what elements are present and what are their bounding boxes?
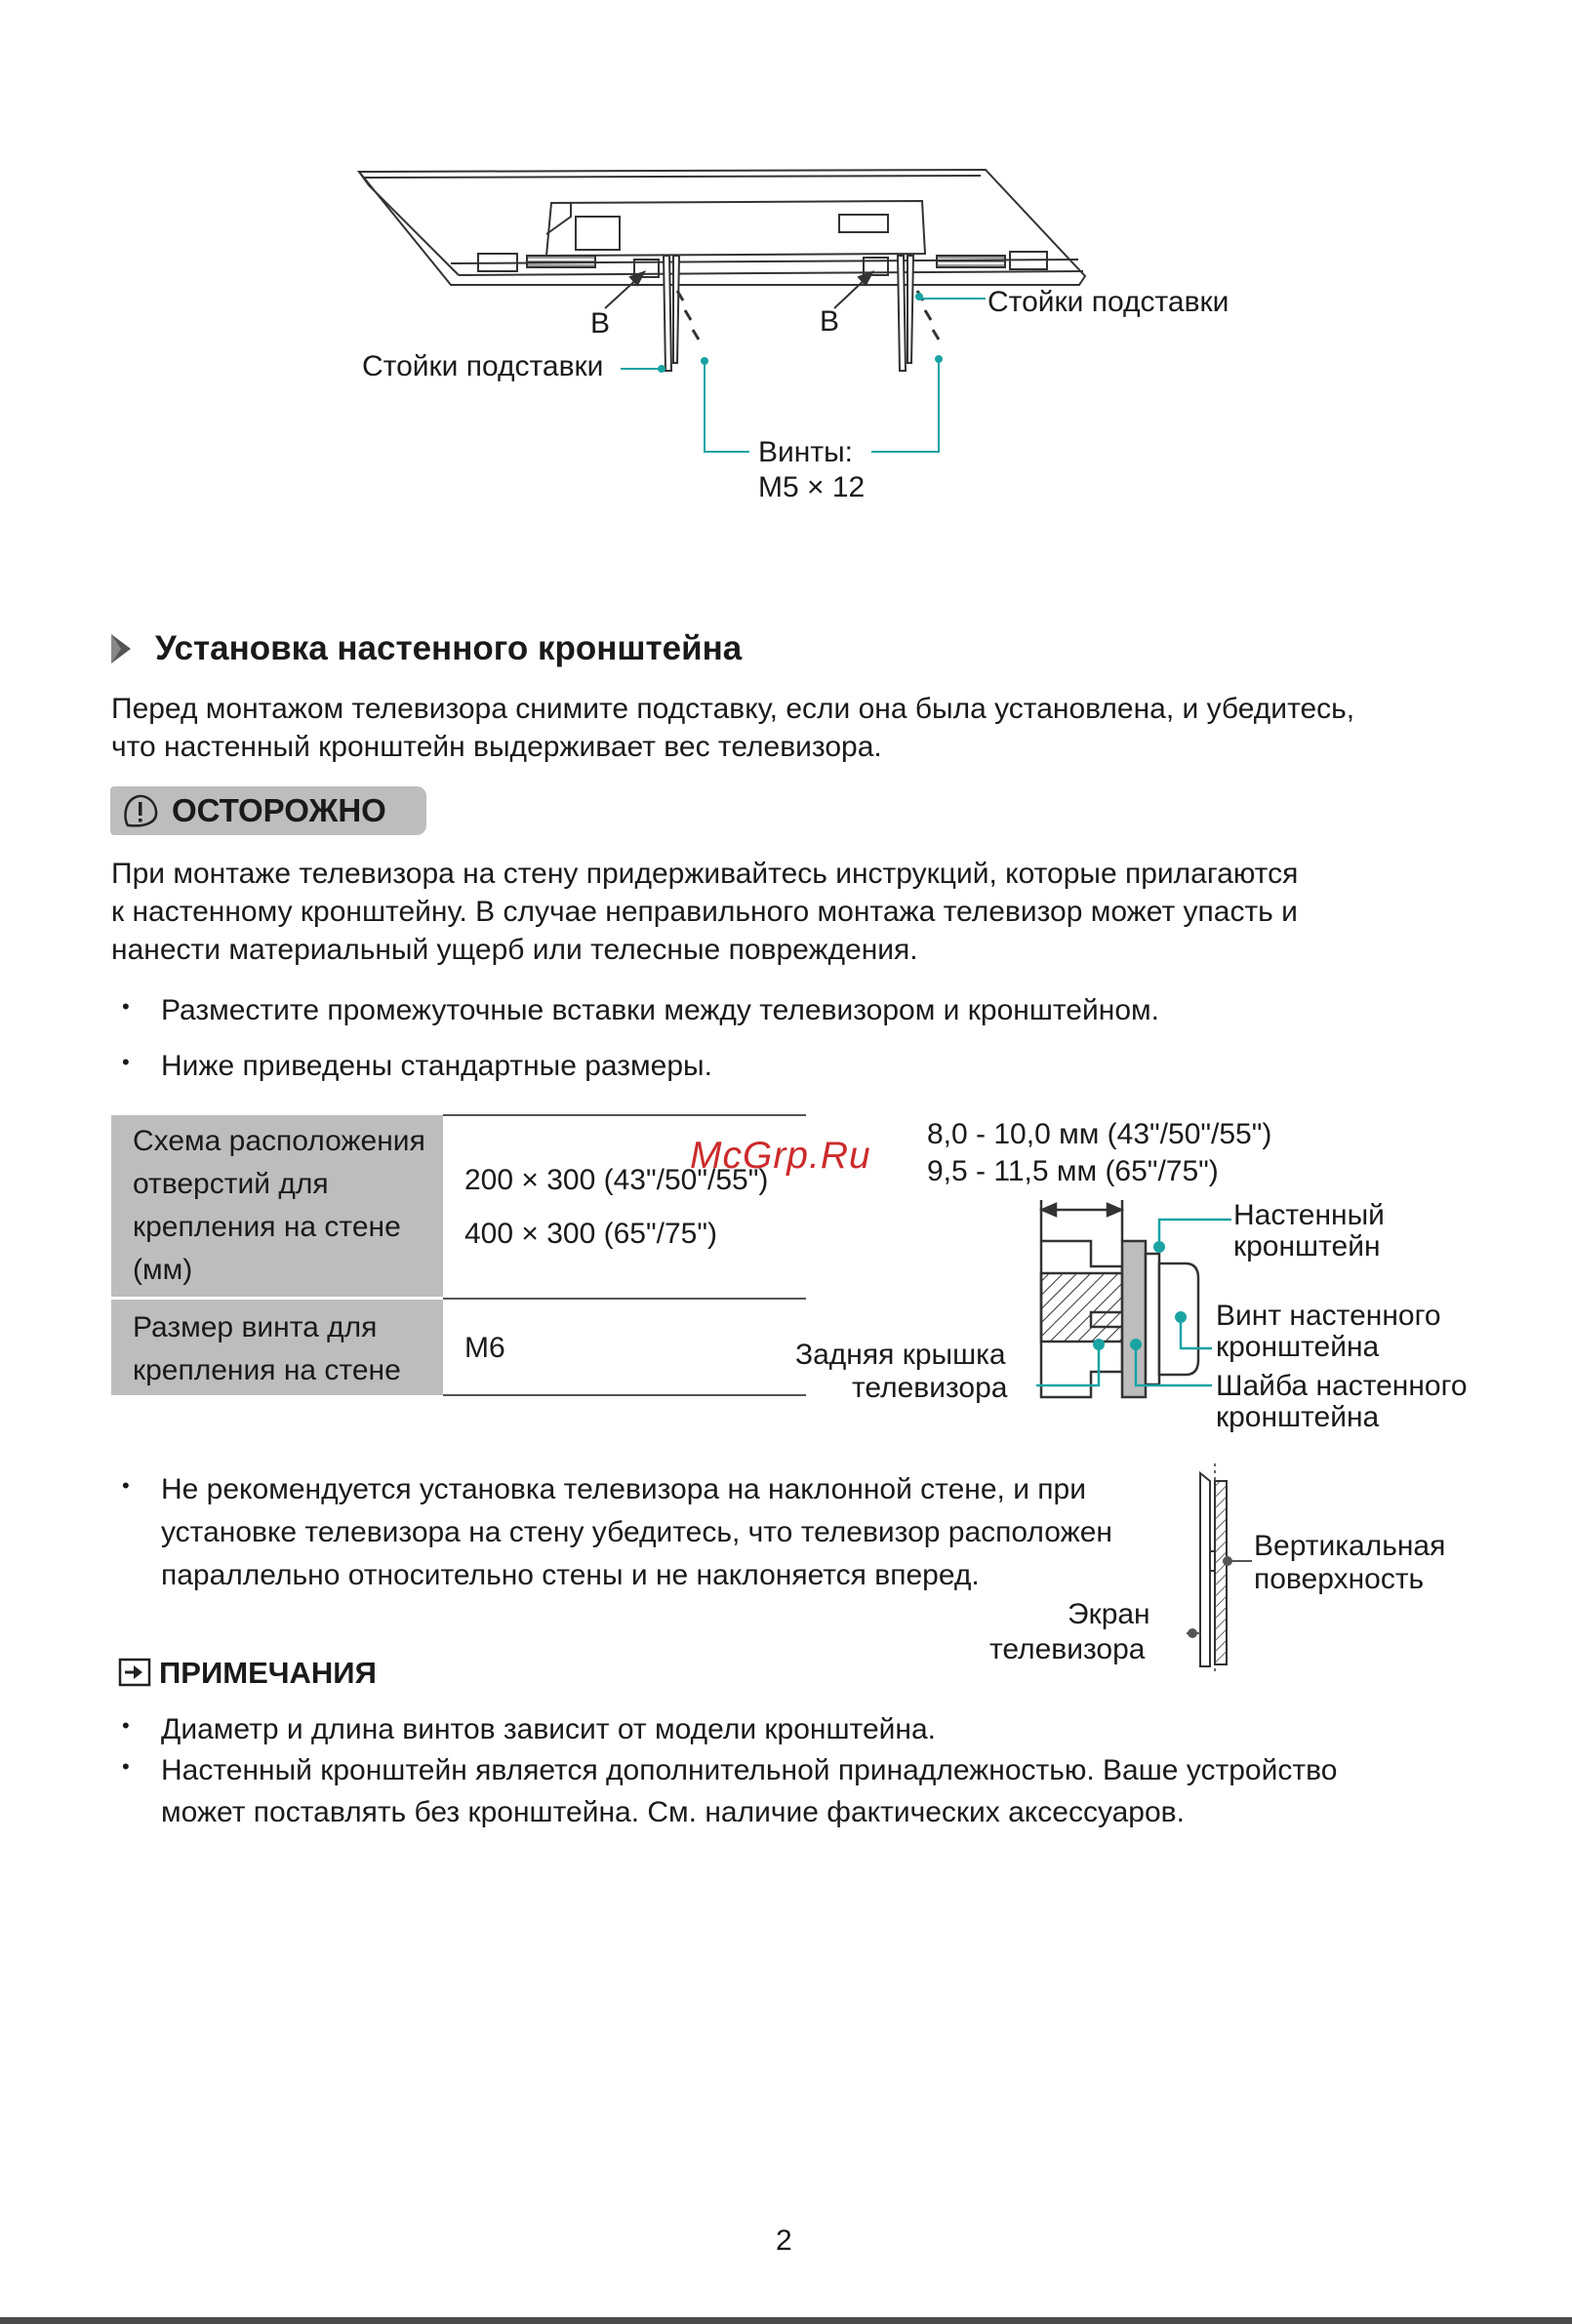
bracket-label-line2: кронштейн: [1233, 1230, 1381, 1262]
table-header-line: крепления на стене: [133, 1211, 401, 1243]
bullet-dot: •: [122, 1050, 130, 1074]
bullet-text: Разместите промежуточные вставки между телевизором и кронштейном.: [161, 994, 1159, 1026]
note-item-2: [122, 1751, 1338, 1831]
table-header-line: отверстий для: [133, 1168, 329, 1200]
table-value-line: 200 × 300 (43"/50"/55"): [464, 1163, 769, 1196]
warning-icon: [122, 792, 159, 829]
dimension-line-1: 8,0 - 10,0 мм (43"/50"/55"): [927, 1118, 1272, 1150]
page-number: 2: [776, 2224, 792, 2257]
table-value-line: 400 × 300 (65"/75"): [464, 1217, 717, 1250]
bullet-item-3: [122, 1470, 1112, 1594]
caution-line-3: нанести материальный ущерб или телесные повреждения.: [111, 934, 918, 966]
caution-label: ОСТОРОЖНО: [172, 792, 386, 828]
tilt-line-3: параллельно относительно стены и не наклоняется вперед.: [161, 1559, 980, 1591]
bracket-label-line1: Настенный: [1233, 1199, 1385, 1231]
b-label-left: B: [590, 307, 611, 340]
caution-banner: [110, 786, 426, 835]
washer-label-line1: Шайба настенного: [1216, 1370, 1468, 1402]
note-text-line2: может поставлять без кронштейна. См. наличие фактических аксессуаров.: [161, 1796, 1185, 1828]
notes-label: ПРИМЕЧАНИЯ: [159, 1656, 377, 1690]
bottom-border: [0, 2317, 1572, 2324]
caution-line-2: к настенному кронштейну. В случае неправильного монтажа телевизор может упасть и: [111, 896, 1298, 928]
screws-label-line2: M5 × 12: [758, 471, 866, 503]
stand-label-right: Стойки подставки: [988, 286, 1229, 318]
screws-label-line1: Винты:: [758, 436, 853, 468]
back-cover-label-line2: телевизора: [852, 1372, 1008, 1404]
note-icon: [119, 1659, 150, 1686]
table-header-line: (мм): [133, 1254, 193, 1286]
vertical-surface-line2: поверхность: [1254, 1563, 1425, 1595]
tv-screen-line2: телевизора: [989, 1633, 1146, 1665]
bullet-dot: •: [122, 1754, 130, 1779]
watermark: McGrp.Ru: [690, 1135, 871, 1177]
table-value-cell: M6: [443, 1299, 806, 1396]
table-header-line: Размер винта для: [133, 1311, 378, 1343]
caution-line-1: При монтаже телевизора на стену придерживайтесь инструкций, которые прилагаются: [111, 858, 1299, 890]
bullet-dot: •: [122, 1473, 130, 1498]
washer-label-line2: кронштейна: [1216, 1401, 1380, 1433]
bullet-dot: •: [122, 994, 130, 1019]
bullet-dot: •: [122, 1713, 130, 1738]
screw-label-line2: кронштейна: [1216, 1331, 1380, 1363]
section-arrow-icon: [111, 634, 133, 663]
back-cover-label-line1: Задняя крышка: [795, 1339, 1006, 1371]
bullet-text: Ниже приведены стандартные размеры.: [161, 1050, 712, 1082]
table-row: [111, 1299, 806, 1396]
intro-line-1: Перед монтажом телевизора снимите подставку, если она была установлена, и убедитесь,: [111, 693, 1355, 725]
intro-line-2: что настенный кронштейн выдерживает вес телевизора.: [111, 731, 882, 763]
note-item-1: [122, 1710, 936, 1748]
bullet-item-2: [122, 1047, 712, 1085]
vertical-surface-line1: Вертикальная: [1254, 1530, 1446, 1562]
tilt-line-2: установке телевизора на стену убедитесь, что телевизор расположен: [161, 1516, 1112, 1548]
section-title: Установка настенного кронштейна: [155, 629, 743, 667]
note-text: Диаметр и длина винтов зависит от модели кронштейна.: [161, 1713, 936, 1745]
table-header-line: Схема расположения: [133, 1125, 425, 1157]
stand-label-left: Стойки подставки: [362, 350, 604, 382]
b-label-right: B: [820, 305, 840, 338]
bullet-item-1: [122, 991, 1159, 1029]
tilt-line-1: Не рекомендуется установка телевизора на наклонной стене, и при: [161, 1473, 1086, 1505]
table-header-cell: [111, 1299, 443, 1396]
table-header-cell: [111, 1115, 443, 1299]
table-header-line: крепления на стене: [133, 1354, 401, 1386]
note-text-line1: Настенный кронштейн является дополнительной принадлежностью. Ваше устройство: [161, 1754, 1338, 1786]
screw-label-line1: Винт настенного: [1216, 1300, 1441, 1332]
tv-screen-line1: Экран: [1068, 1598, 1150, 1630]
dimension-line-2: 9,5 - 11,5 мм (65"/75"): [927, 1155, 1219, 1187]
